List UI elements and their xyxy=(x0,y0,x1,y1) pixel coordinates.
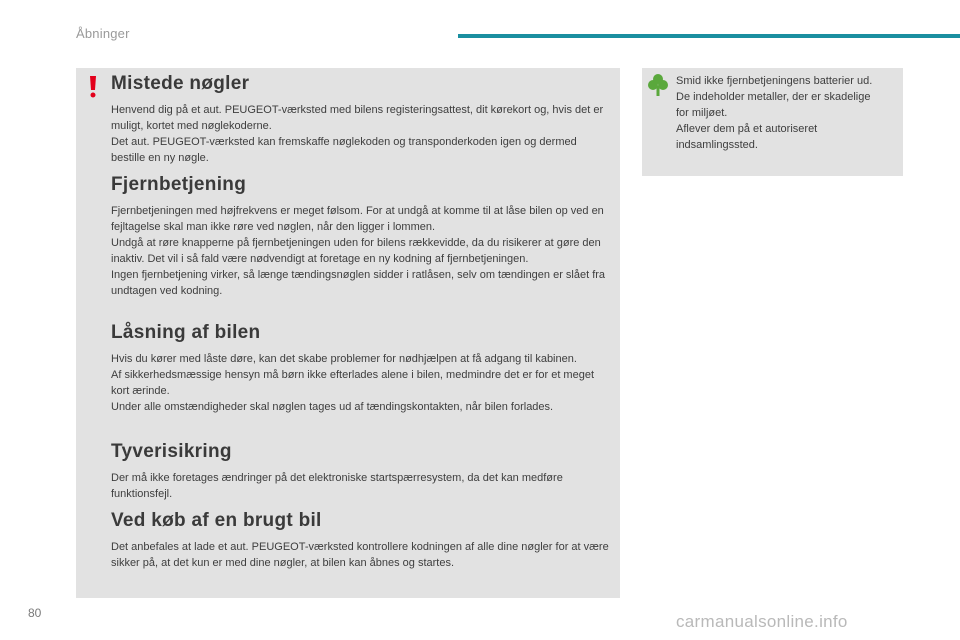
environment-note-text: Smid ikke fjernbetjeningens batterier ud. De indeholder metaller, der er skadelige for miljøet. Aflever dem på et autoriseret indsamlingssted. xyxy=(676,75,873,151)
environment-note-box xyxy=(642,68,903,176)
watermark: carmanualsonline.info xyxy=(676,612,848,631)
section-paragraph: Der må ikke foretages ændringer på det elektroniske startspærresystem, da det kan medføre funktionsfejl. xyxy=(111,472,563,500)
eco-leaf-icon xyxy=(648,73,668,97)
section-title: Låsning af bilen xyxy=(111,322,261,343)
page-number: 80 xyxy=(28,606,42,620)
section-title: Ved køb af en brugt bil xyxy=(111,510,322,531)
section-remote-control xyxy=(111,174,611,299)
page-header-title: Åbninger xyxy=(76,26,130,41)
warning-box xyxy=(76,68,620,598)
section-title: Fjernbetjening xyxy=(111,174,247,195)
section-title: Mistede nøgler xyxy=(111,73,250,94)
section-title: Tyverisikring xyxy=(111,441,232,462)
section-paragraph: Hvis du kører med låste døre, kan det skabe problemer for nødhjælpen at få adgang til kabinen. Af sikkerhedsmæssige hensyn må børn ikke efterlades alene i bilen, medmindre det er for et meget kort ærinde. Under alle omstændigheder skal nøglen tages ud af tændingskontakten, når bilen forlades. xyxy=(111,353,595,413)
section-paragraph: Fjernbetjeningen med højfrekvens er meget følsom. For at undgå at komme til at låse bilen op ved en fejltagelse skal man ikke røre ved nøglen, når den ligger i lommen. Undgå at røre knapperne på fjernbetjeningen uden for bilens rækkevidde, da du risikerer at gøre den inaktiv. Det vil i så fald være nødvendigt at foretage en ny kodning af fjernbetjeningen. Ingen fjernbetjening virker, så længe tændingsnøglen sidder i ratlåsen, selv om tændingen er slået fra undtagen ved kodning. xyxy=(111,205,606,297)
section-paragraph: Henvend dig på et aut. PEUGEOT-værksted med bilens registeringsattest, dit kørekort og, hvis det er muligt, kortet med nøglekoderne. Det aut. PEUGEOT-værksted kan fremskaffe nøglekoden og transponderkoden igen og dermed bestille en ny nøgle. xyxy=(111,104,604,164)
header-accent-bar xyxy=(458,34,960,38)
section-lost-keys xyxy=(111,73,611,166)
section-paragraph: Det anbefales at lade et aut. PEUGEOT-værksted kontrollere kodningen af alle dine nøgler for at være sikker på, at det kun er med dine nøgler, at bilen kan åbnes og startes. xyxy=(111,541,609,569)
section-used-car xyxy=(111,510,611,571)
section-locking xyxy=(111,322,611,415)
section-anti-theft xyxy=(111,441,611,502)
warning-icon xyxy=(87,76,99,98)
